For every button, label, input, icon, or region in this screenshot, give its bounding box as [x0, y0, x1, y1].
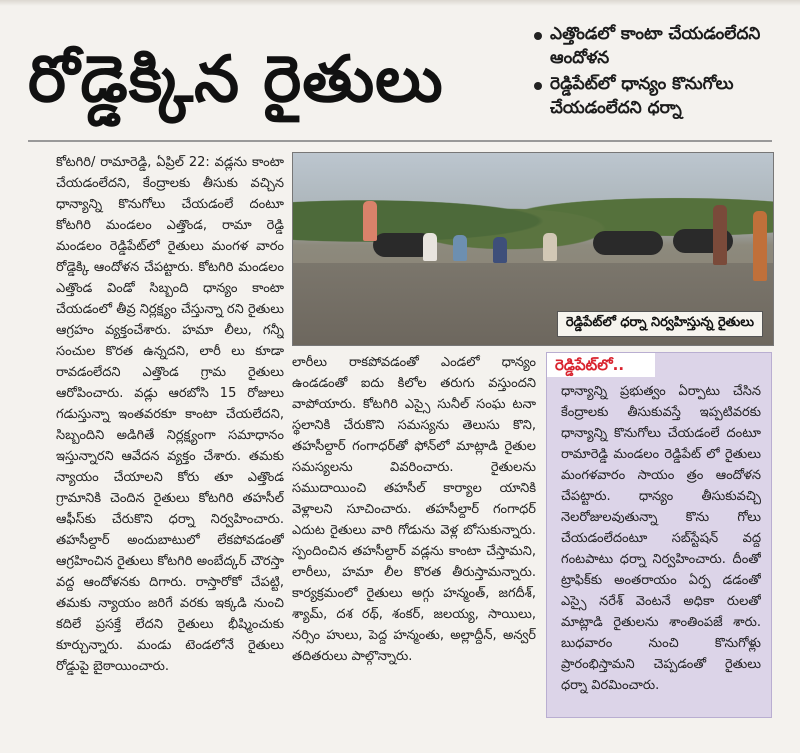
sidebar-box [546, 352, 772, 718]
page-fold-shadow [0, 0, 800, 6]
sub-headline-1: ఎత్తొండలో కాంటా చేయడంలేదని ఆందోళన [532, 22, 794, 70]
sub-headlines [532, 22, 794, 122]
photo-person [543, 233, 557, 261]
article-column-1: కోటగిరి/ రామారెడ్డి, ఏప్రిల్ 22: వడ్లను కాంటా చేయడంలేదని, కేంద్రాలకు తీసుకు వచ్చిన ధాన్యాన్ని కొనుగోలు చేయడంలే దంటూ కోటగిరి మండలం ఎత్తొండ, రామా రెడ్డి మండలం రెడ్డిపేట్‌లో రైతులు మంగళ వారం రోడ్డెక్కి ఆందోళన చేపట్టారు. కోటగిరి మండలం ఎత్తొండ విండో సిబ్బంది ధాన్యం కాంటా చేయడంలో తీవ్ర నిర్లక్ష్యం చేస్తున్నా రని రైతులు ఆగ్రహం వ్యక్తంచేశారు. హమా లీలు, గన్నీ సంచుల కొరత ఉన్నదని, లారీ లు కూడా రావడంలేదని ఎత్తొండ గ్రామ రైతులు ఆరోపించారు. వడ్లు ఆరబోసి 15 రోజులు గడుస్తున్నా ఇంతవరకూ కాంటా చేయలేదని, సిబ్బందిని అడిగితే నిర్లక్ష్యంగా సమాధానం ఇస్తున్నారని ఆవేదన వ్యక్తం చేశారు. తమకు న్యాయం చేయాలని కోరు తూ ఎత్తొండ గ్రామానికి చెందిన రైతులు కోటగిరి తహసీల్ ఆఫీస్‌కు చేరుకొని ధర్నా నిర్వహించారు. తహసీల్దార్ అందుబాటులో లేకపోవడంతో ఆగ్రహించిన రైతులు కోటగిరి అంబేద్కర్ చౌరస్తా వద్ద ఆందోళనకు దిగారు. రాస్తారోకో చేపట్టి, తమకు న్యాయం జరిగే వరకు ఇక్కడి నుంచి కదిలే ప్రసక్తే లేదని రైతులు భీష్మించుకు కూర్చున్నారు. మండు టెండలోనే రైతులు రోడ్డుపై బైఠాయించారు. [56, 155, 284, 674]
photo-person [423, 233, 437, 261]
photo-person [713, 205, 727, 265]
photo-motorbike [593, 231, 663, 255]
sidebar-heading: రెడ్డిపేట్‌లో.. [547, 353, 655, 377]
headline: రోడ్డెక్కిన రైతులు [28, 43, 444, 117]
article-column-2: లారీలు రాకపోవడంతో ఎండలో ధాన్యం ఉండడంతో ఐదు కిలోల తరుగు వస్తుందని వాపోయారు. కోటగిరి ఎస్సై సునీల్ సంఘ టనా స్థలానికి చేరుకొని సమస్యను తెలుసు కొని, తహసీల్దార్ గంగాధర్‌తో ఫోన్‌లో మాట్లాడి రైతుల సమస్యలను వివరించారు. రైతులను సముదాయించి తహసీల్ కార్యాల యానికి వెళ్లాలని సూచించారు. తహసీల్దార్ గంగాధర్ ఎదుట రైతులు వారి గోడును వెళ్ల బోసుకున్నారు. స్పందించిన తహసీల్దార్ వడ్లను కాంటా చేస్తామని, లారీలు, హమా లీల కొరత తీరుస్తామన్నారు. కార్యక్రమంలో రైతులు అగ్గు హన్మంత్, జగదీశ్, శ్యామ్, దశ రథ్, శంకర్, జలయ్య, సాయిలు, నర్సిం హులు, పెద్ద హన్మంతు, అల్లాద్దీన్, అన్వర్ తదితరులు పాల్గొన్నారు. [292, 355, 536, 664]
photo-person [753, 211, 767, 281]
photo-caption: రెడ్డిపేట్‌లో ధర్నా నిర్వహిస్తున్న రైతులు [557, 311, 763, 337]
photo-person [493, 237, 507, 263]
news-photo [292, 152, 774, 346]
sub-headline-2: రెడ్డిపేట్‌లో ధాన్యం కొనుగోలు చేయడంలేదని ధర్నా [532, 72, 794, 120]
photo-person [453, 235, 467, 261]
sidebar-body: ధాన్యాన్ని ప్రభుత్వం ఏర్పాటు చేసిన కేంద్రాలకు తీసుకువస్తే ఇప్పటివరకు ధాన్యాన్ని కొనుగోలు చేయడంలే దంటూ రామారెడ్డి మండలం రెడ్డిపేట్ లో రైతులు మంగళవారం సాయం త్రం ఆందోళన చేపట్టారు. ధాన్యం తీసుకువచ్చి నెలరోజులవుతున్నా కొను గోలు చేయడంలేదంటూ సబ్‌స్టేషన్ వద్ద గంటపాటు ధర్నా నిర్వహించారు. దీంతో ట్రాఫిక్‌కు అంతరాయం ఏర్ప డడంతో ఎస్సై నరేశ్ వెంటనే అధికా రులతో మాట్లాడి రైతులను శాంతింపజే శారు. బుధవారం నుంచి కొనుగోళ్లు ప్రారంభిస్తామని చెప్పడంతో రైతులు ధర్నా విరమించారు. [561, 384, 761, 693]
photo-person [363, 201, 377, 241]
headline-divider [28, 140, 772, 142]
